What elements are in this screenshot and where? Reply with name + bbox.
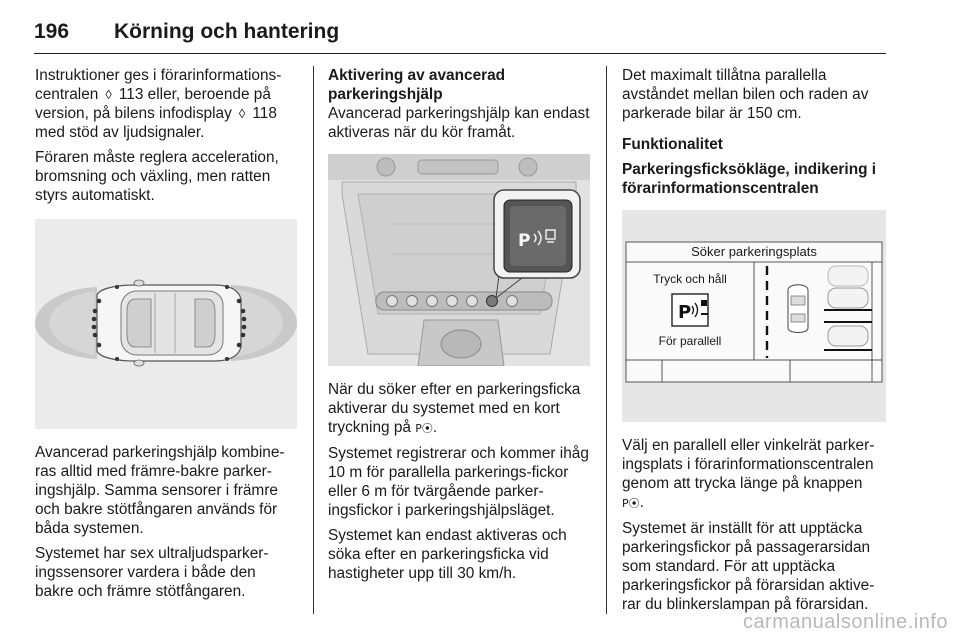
sensor-coverage-figure	[35, 219, 297, 429]
display-title: Söker parkeringsplats	[691, 244, 817, 259]
paragraph: Systemet registrerar och kommer ihåg 10 m för parallella parkerings-fickor eller 6 m för tvärgående parker-ingsfickor i parkeringshjälpsläget.	[328, 445, 589, 519]
section-subheading: Parkeringsficksökläge, indikering i förarinformationscentralen	[622, 161, 877, 197]
watermark: carmanualsonline.info	[742, 611, 948, 633]
display-line-1: Tryck och håll	[653, 272, 727, 286]
paragraph: Systemet är inställt för att upptäcka parkeringsfickor på passagerarsidan som standard. För att upptäcka parkeringsfickor på förarsidan aktive-rar du blinkerslampan på förarsidan.	[622, 520, 875, 613]
paragraph: Avancerad parkeringshjälp kan endast aktiveras när du kör framåt.	[328, 105, 590, 141]
info-display-figure	[622, 210, 886, 422]
paragraph: När du söker efter en parkeringsficka aktiverar du systemet med en kort tryckning på P⦿.	[328, 381, 581, 436]
paragraph: Det maximalt tillåtna parallella avståndet mellan bilen och raden av parkerade bilar är 150 cm.	[622, 67, 869, 122]
paragraph: Föraren måste reglera acceleration, bromsning och växling, men ratten styrs automatiskt.	[35, 149, 279, 204]
display-line-2: För parallell	[658, 334, 722, 348]
svg-text:P: P	[678, 302, 692, 323]
paragraph: Systemet kan endast aktiveras och söka efter en parkeringsficka vid hastigheter upp till 30 km/h.	[328, 527, 567, 582]
arrow-ref-icon: ◊	[105, 87, 112, 102]
parking-assist-key-icon: P⦿	[622, 497, 640, 510]
section-heading: Aktivering av avancerad parkeringshjälp	[328, 67, 506, 103]
svg-text:P: P	[518, 231, 531, 251]
arrow-ref-icon: ◊	[238, 106, 246, 121]
paragraph: Systemet har sex ultraljudsparker-ingssensorer vardera i både den bakre och främre stötfångaren.	[35, 545, 269, 600]
section-heading: Funktionalitet	[622, 136, 723, 153]
page-title: Körning och hantering	[114, 20, 340, 43]
column-divider	[313, 66, 314, 614]
paragraph: Instruktioner ges i förarinformations-centralen ◊ 113 eller, beroende på version, på bilens infodisplay ◊ 118 med stöd av ljudsignaler.	[35, 67, 282, 141]
page-number: 196	[34, 20, 70, 43]
paragraph: Välj en parallell eller vinkelrät parker-ingsplats i förarinformationscentralen genom att trycka länge på knappen P⦿.	[622, 437, 875, 511]
column-2	[328, 66, 590, 589]
paragraph: Avancerad parkeringshjälp kombine-ras alltid med främre-bakre parker-ingshjälp. Samma sensorer i främre och bakre stötfångaren används för båda systemen.	[35, 444, 285, 537]
column-divider	[606, 66, 607, 614]
parking-assist-key-icon: P⦿	[415, 422, 433, 435]
page-header	[34, 14, 886, 54]
column-1	[35, 66, 297, 607]
column-3	[622, 66, 886, 620]
console-button-figure	[328, 154, 590, 366]
